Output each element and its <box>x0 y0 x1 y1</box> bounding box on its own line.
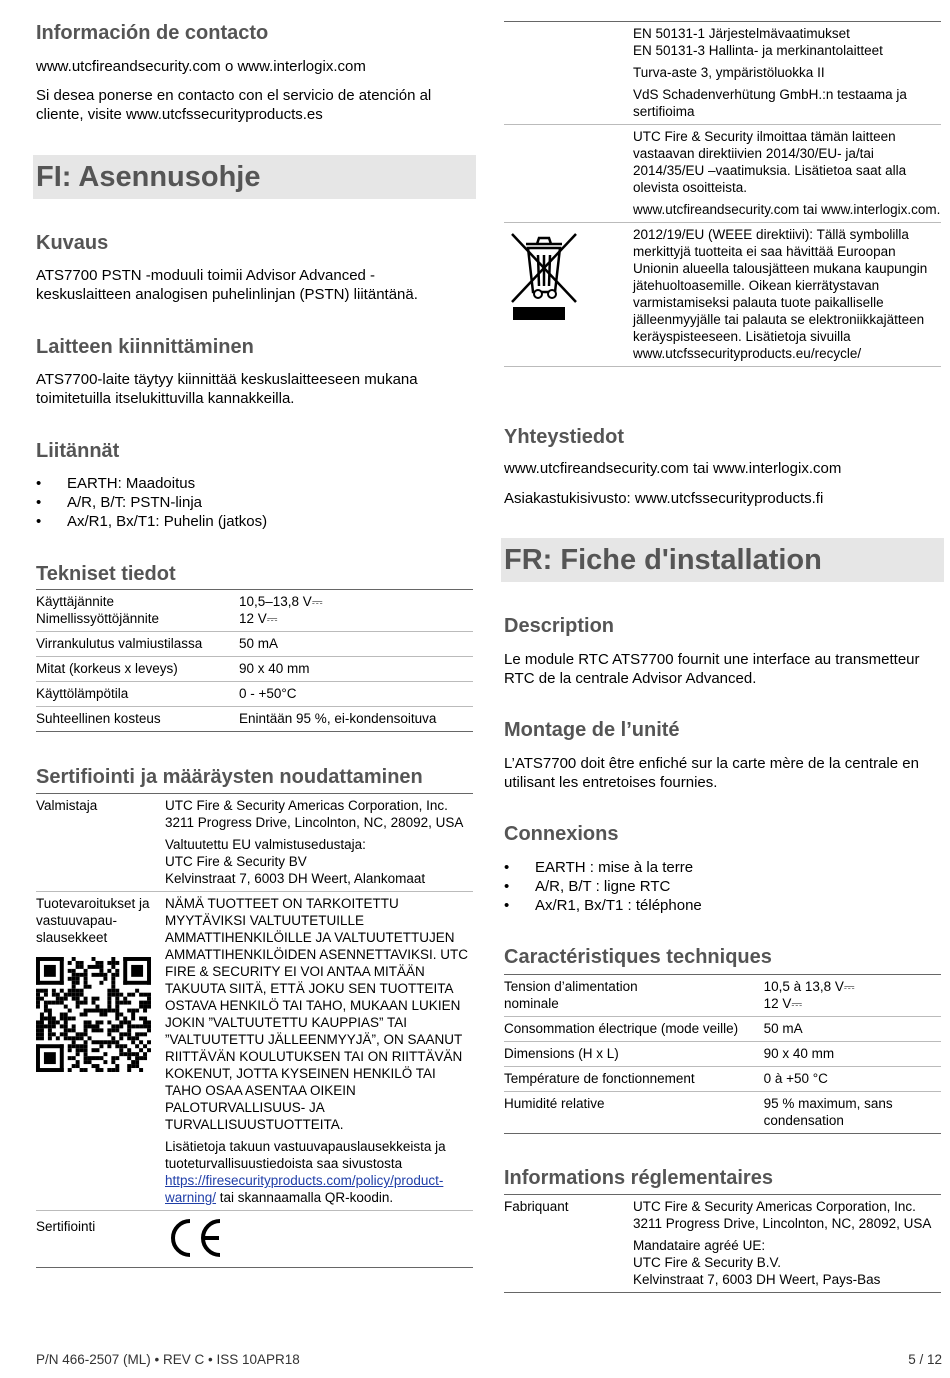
table-cell-label: Käyttölämpötila <box>36 682 239 707</box>
list-item: • Ax/R1, Bx/T1: Puhelin (jatkos) <box>36 513 268 530</box>
lisatietoja-pre: Lisätietoja takuun vastuuvapauslausekkeista ja tuoteturvallisuustiedoista saa sivustosta <box>165 1139 446 1171</box>
valmistaja-address: UTC Fire & Security Americas Corporation, Inc. 3211 Progress Drive, Lincolnton, NC, 28092, USA <box>165 798 464 830</box>
connexions-heading: Connexions <box>504 823 619 845</box>
table-row <box>36 707 473 732</box>
sertifiointi-heading: Sertifiointi ja määräysten noudattaminen <box>36 766 423 788</box>
varoitus-value <box>165 892 473 1211</box>
yhteystiedot-heading: Yhteystiedot <box>504 426 625 448</box>
eu-representative: Valtuutettu EU valmistusedustaja: UTC Fire & Security BV Kelvinstraat 7, 6003 DH Weert, Alankomaat <box>165 837 426 886</box>
list-item: • EARTH: Maadoitus <box>36 475 196 492</box>
table-cell-value: 0 - +50°C <box>239 682 473 707</box>
yhteystiedot-line-2: Asiakastukisivusto: www.utcfssecurityproducts.fi <box>504 490 824 507</box>
caracteristiques-heading: Caractéristiques techniques <box>504 946 772 968</box>
directives-text: UTC Fire & Security ilmoittaa tämän laitteen vastaavan direktiivien 2014/30/EU- ja/tai 2014/35/EU –vaatimuksia. Lisätietoa saat alla olevista osoitteista. <box>633 129 907 195</box>
sertifiointi-label: Sertifiointi <box>36 1211 165 1268</box>
ce-mark-cell <box>165 1211 473 1268</box>
table-row <box>504 1092 941 1134</box>
caracteristiques-table <box>504 974 941 1134</box>
lisatietoja-post: tai skannaamalla QR-koodin. <box>219 1190 394 1205</box>
table-row <box>36 682 473 707</box>
qr-code-icon <box>36 957 165 1072</box>
weee-bin-icon <box>504 228 584 323</box>
directives-cell <box>633 125 941 223</box>
product-warning-link[interactable]: https://firesecurityproducts.com/policy/product-warning/ <box>165 1173 444 1205</box>
table-cell-label: Mitat (korkeus x leveys) <box>36 657 239 682</box>
table-row <box>504 1067 941 1092</box>
list-item: • Ax/R1, Bx/T1 : téléphone <box>504 897 702 914</box>
table-cell-label: Température de fonctionnement <box>504 1067 764 1092</box>
table-row <box>504 223 941 367</box>
table-cell-value: Enintään 95 %, ei-kondensoituva <box>239 707 473 732</box>
table-row <box>504 1017 941 1042</box>
table-cell-label: Suhteellinen kosteus <box>36 707 239 732</box>
liitannat-list <box>36 474 476 534</box>
vds-certified: VdS Schadenverhütung GmbH.:n testaama ja sertifioima <box>633 87 907 119</box>
fi-section-banner: FI: Asennusohje <box>33 155 476 199</box>
table-row <box>504 1195 941 1293</box>
table-row <box>504 125 941 223</box>
table-cell-value: 95 % maximum, sans condensation <box>764 1092 941 1134</box>
description-heading: Description <box>504 615 615 637</box>
table-cell-label: Tension d’alimentation nominale <box>504 975 764 1017</box>
table-cell-empty <box>504 22 633 125</box>
table-cell-value: 10,5 à 13,8 V⎓ 12 V⎓ <box>764 975 941 1017</box>
table-cell-label: Dimensions (H x L) <box>504 1042 764 1067</box>
kiinnitys-text: ATS7700-laite täytyy kiinnittää keskuslaitteeseen mukana toimitetuilla itselukittuvilla kannakkeilla. <box>36 371 418 407</box>
mandataire: Mandataire agréé UE: UTC Fire & Security B.V. Kelvinstraat 7, 6003 DH Weert, Pays-Bas <box>633 1238 881 1287</box>
table-cell-empty <box>504 125 633 223</box>
security-grade: Turva-aste 3, ympäristöluokka II <box>633 65 825 80</box>
directives-urls: www.utcfireandsecurity.com tai www.interlogix.com. <box>633 202 941 217</box>
table-cell-value: 50 mA <box>764 1017 941 1042</box>
table-row <box>36 632 473 657</box>
table-row <box>504 22 941 125</box>
fr-section-banner: FR: Fiche d'installation <box>501 538 944 582</box>
table-cell-label: Consommation électrique (mode veille) <box>504 1017 764 1042</box>
valmistaja-value <box>165 794 473 892</box>
fabricant-value <box>633 1195 941 1293</box>
varoitus-label: Tuotevaroitukset ja vastuuvapau-slausekkeet <box>36 896 150 945</box>
sertifiointi-table <box>36 793 473 1268</box>
connexions-list <box>504 858 944 918</box>
table-cell-label: Virrankulutus valmiustilassa <box>36 632 239 657</box>
list-item: • EARTH : mise à la terre <box>504 859 694 876</box>
fabricant-address: UTC Fire & Security Americas Corporation, Inc. 3211 Progress Drive, Lincolnton, NC, 28092, USA <box>633 1199 932 1231</box>
varoitus-cell <box>36 892 165 1211</box>
fabricant-label: Fabriquant <box>504 1195 633 1293</box>
table-cell-label: Käyttäjännite Nimellissyöttöjännite <box>36 590 239 632</box>
table-row <box>504 1042 941 1067</box>
table-cell-value: 90 x 40 mm <box>764 1042 941 1067</box>
weee-icon-cell <box>504 223 633 367</box>
contact-line-1: www.utcfireandsecurity.com o www.interlogix.com <box>36 58 366 75</box>
table-row <box>36 657 473 682</box>
table-cell-label: Humidité relative <box>504 1092 764 1134</box>
standards-cell <box>633 22 941 125</box>
tekniset-heading: Tekniset tiedot <box>36 563 176 585</box>
reglementaires-heading: Informations réglementaires <box>504 1167 773 1189</box>
contact-line-2: Si desea ponerse en contacto con el servicio de atención al cliente, visite www.utcfssecurityproducts.es <box>36 87 432 123</box>
list-item: • A/R, B/T: PSTN-linja <box>36 494 203 511</box>
montage-text: L’ATS7700 doit être enfiché sur la carte mère de la centrale en utilisant les entretoises fournies. <box>504 755 919 791</box>
reglementaires-table <box>504 1194 941 1293</box>
tekniset-table <box>36 589 473 732</box>
table-cell-value: 50 mA <box>239 632 473 657</box>
list-item: • A/R, B/T : ligne RTC <box>504 878 671 895</box>
en-standards: EN 50131-1 Järjestelmävaatimukset EN 50131-3 Hallinta- ja merkinantolaitteet <box>633 26 883 58</box>
table-cell-value: 0 à +50 °C <box>764 1067 941 1092</box>
lisatietoja-text <box>165 1138 473 1206</box>
liitannat-heading: Liitännät <box>36 440 120 462</box>
description-text: Le module RTC ATS7700 fournit une interface au transmetteur RTC de la centrale Advisor Advanced. <box>504 651 920 687</box>
kuvaus-heading: Kuvaus <box>36 232 109 254</box>
table-cell-value: 10,5–13,8 V⎓ 12 V⎓ <box>239 590 473 632</box>
yhteystiedot-line-1: www.utcfireandsecurity.com tai www.interlogix.com <box>504 460 842 477</box>
contact-heading: Información de contacto <box>36 22 269 44</box>
table-row <box>36 590 473 632</box>
table-row <box>36 1211 473 1268</box>
footer-page-number: 5 / 12 <box>908 1352 942 1367</box>
fi-standards-table <box>504 21 941 367</box>
footer-part-number: P/N 466-2507 (ML) • REV C • ISS 10APR18 <box>36 1352 300 1367</box>
kuvaus-text: ATS7700 PSTN -moduuli toimii Advisor Advanced -keskuslaitteen analogisen puhelinlinjan (PSTN) liitäntänä. <box>36 267 418 303</box>
varoitus-text: NÄMÄ TUOTTEET ON TARKOITETTU MYYTÄVIKSI VALTUUTETUILLE AMMATTIHENKILÖILLE JA VALTUUTETTUJEN AMMATTIHENKILÖIDEN ASENNETTAVIKSI. UTC FIRE & SECURITY EI VOI ANTAA MITÄÄN TAKUUTA SIITÄ, ETTÄ JOKU SEN TUOTTEITA OSTAVA HENKILÖ TAI TAHO, MUKAAN LUKIEN JOKIN ”VALTUUTETTU KAUPPIAS” TAI ”VALTUUTETTU JÄLLEENMYYJÄ”, ON SAANUT RIITTÄVÄN KOULUTUKSEN TAI ON RIITTÄVÄN KOKENUT, JOTTA KYSEINEN HENKILÖ TAI TAHO OSAA ASENTAA OIKEIN PALOTURVALLISUUS- JA TURVALLISUUSTUOTTEITA. <box>165 896 469 1132</box>
montage-heading: Montage de l’unité <box>504 719 680 741</box>
weee-text: 2012/19/EU (WEEE direktiivi): Tällä symbolilla merkittyjä tuotteita ei saa hävittää Euroopan Unionin alueella talousjätteen mukana kaupungin jätehuoltoasemille. Oikean kierrätystavan varmistamiseksi palauta tuote paikalliselle jälleenmyyjälle tai palauta se elektroniikkajätteen keräyspisteeseen. Lisätietoja sivuilla www.utcfssecurityproducts.eu/recycle/ <box>633 223 941 367</box>
table-row <box>36 892 473 1211</box>
table-row <box>504 975 941 1017</box>
valmistaja-label: Valmistaja <box>36 794 165 892</box>
table-row <box>36 794 473 892</box>
kiinnitys-heading: Laitteen kiinnittäminen <box>36 336 254 358</box>
table-cell-value: 90 x 40 mm <box>239 657 473 682</box>
ce-mark-icon <box>165 1217 227 1259</box>
